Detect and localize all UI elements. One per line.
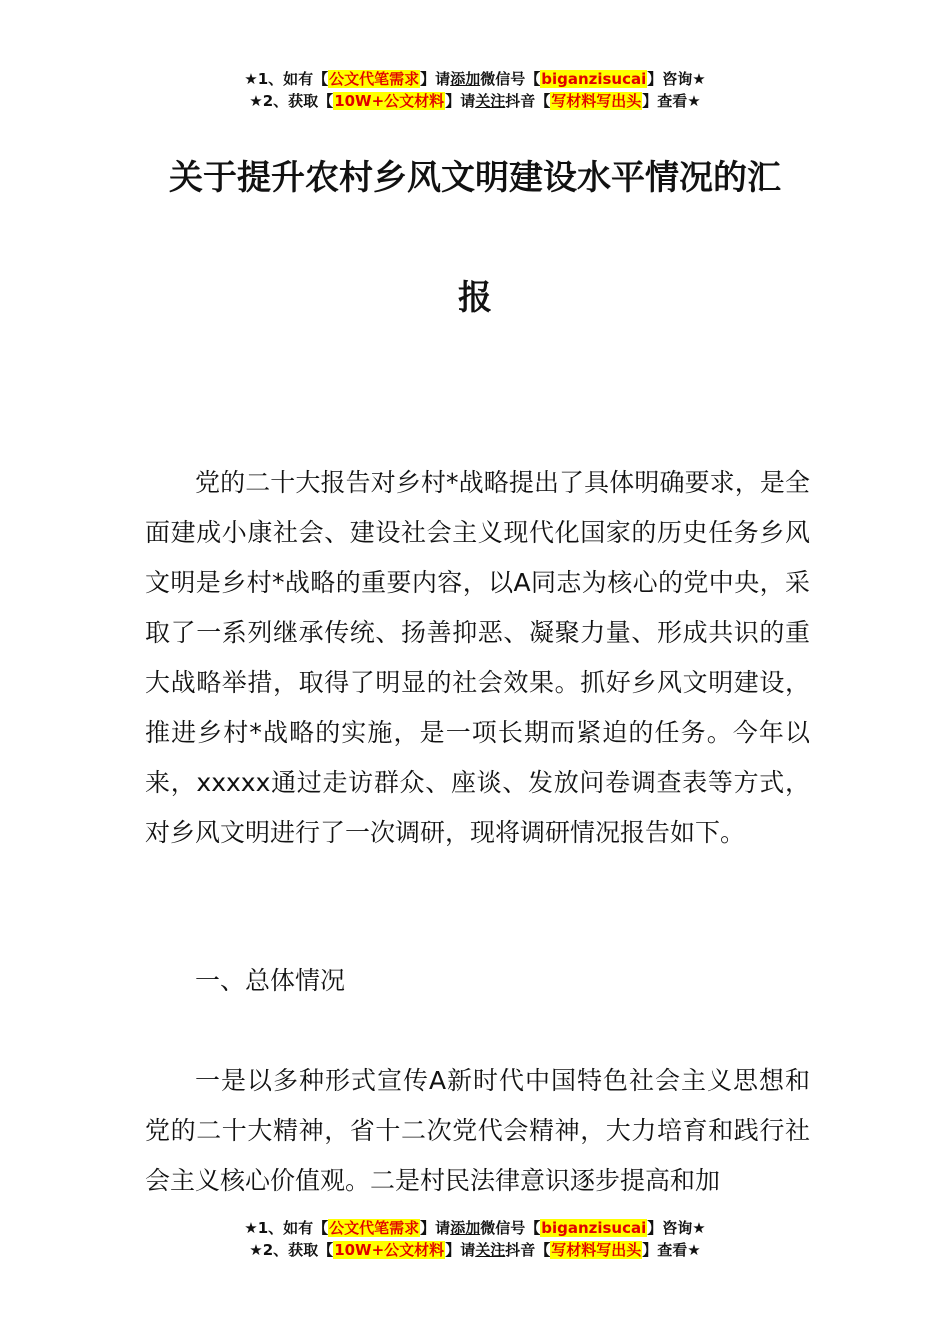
- banner-text: 】查看★: [642, 92, 701, 110]
- banner-text: 】请: [420, 1219, 451, 1237]
- banner-emphasis: 关注: [475, 92, 506, 110]
- banner-text: 】请: [445, 1241, 476, 1259]
- banner-text: 微信号【: [480, 70, 541, 88]
- banner-text: ★2、获取【: [249, 92, 334, 110]
- header-banner: [0, 68, 950, 112]
- banner-text: ★1、如有【: [244, 1219, 329, 1237]
- banner-text: ★2、获取【: [249, 1241, 334, 1259]
- banner-text: 抖音【: [505, 92, 551, 110]
- banner-text: ★1、如有【: [244, 70, 329, 88]
- banner-highlight: 公文代笔需求: [329, 70, 420, 88]
- banner-emphasis: 添加: [450, 1219, 481, 1237]
- banner-text: 】请: [420, 70, 451, 88]
- banner-highlight: 10W+公文材料: [334, 92, 445, 110]
- document-title-line-1: 关于提升农村乡风文明建设水平情况的汇: [169, 158, 781, 198]
- banner-text: 】请: [445, 92, 476, 110]
- banner-highlight: biganzisucai: [541, 70, 647, 88]
- banner-line-1: [0, 1217, 950, 1239]
- document-title-line-2: 报: [458, 278, 492, 318]
- body-paragraph: 一是以多种形式宣传A新时代中国特色社会主义思想和党的二十大精神，省十二次党代会精神，大力培育和践行社会主义核心价值观。二是村民法律意识逐步提高和加: [145, 1066, 810, 1195]
- banner-emphasis: 关注: [475, 1241, 506, 1259]
- banner-highlight: 10W+公文材料: [334, 1241, 445, 1259]
- banner-text: 】咨询★: [647, 1219, 706, 1237]
- banner-emphasis: 添加: [450, 70, 481, 88]
- banner-text: 微信号【: [480, 1219, 541, 1237]
- banner-text: 】查看★: [642, 1241, 701, 1259]
- intro-paragraph: 党的二十大报告对乡村*战略提出了具体明确要求，是全面建成小康社会、建设社会主义现代化国家的历史任务乡风文明是乡村*战略的重要内容，以A同志为核心的党中央，采取了一系列继承传统、扬善抑恶、凝聚力量、形成共识的重大战略举措，取得了明显的社会效果。抓好乡风文明建设，推进乡村*战略的实施，是一项长期而紧迫的任务。今年以来，xxxxx通过走访群众、座谈、发放问卷调查表等方式，对乡风文明进行了一次调研，现将调研情况报告如下。: [145, 468, 810, 847]
- footer-banner: [0, 1217, 950, 1261]
- banner-text: 抖音【: [505, 1241, 551, 1259]
- banner-highlight: 公文代笔需求: [329, 1219, 420, 1237]
- banner-line-2: [0, 1239, 950, 1261]
- section-heading: 一、总体情况: [195, 966, 346, 995]
- banner-highlight: 写材料写出头: [551, 1241, 642, 1259]
- banner-highlight: 写材料写出头: [551, 92, 642, 110]
- banner-highlight: biganzisucai: [541, 1219, 647, 1237]
- banner-line-2: [0, 90, 950, 112]
- banner-line-1: [0, 68, 950, 90]
- banner-text: 】咨询★: [647, 70, 706, 88]
